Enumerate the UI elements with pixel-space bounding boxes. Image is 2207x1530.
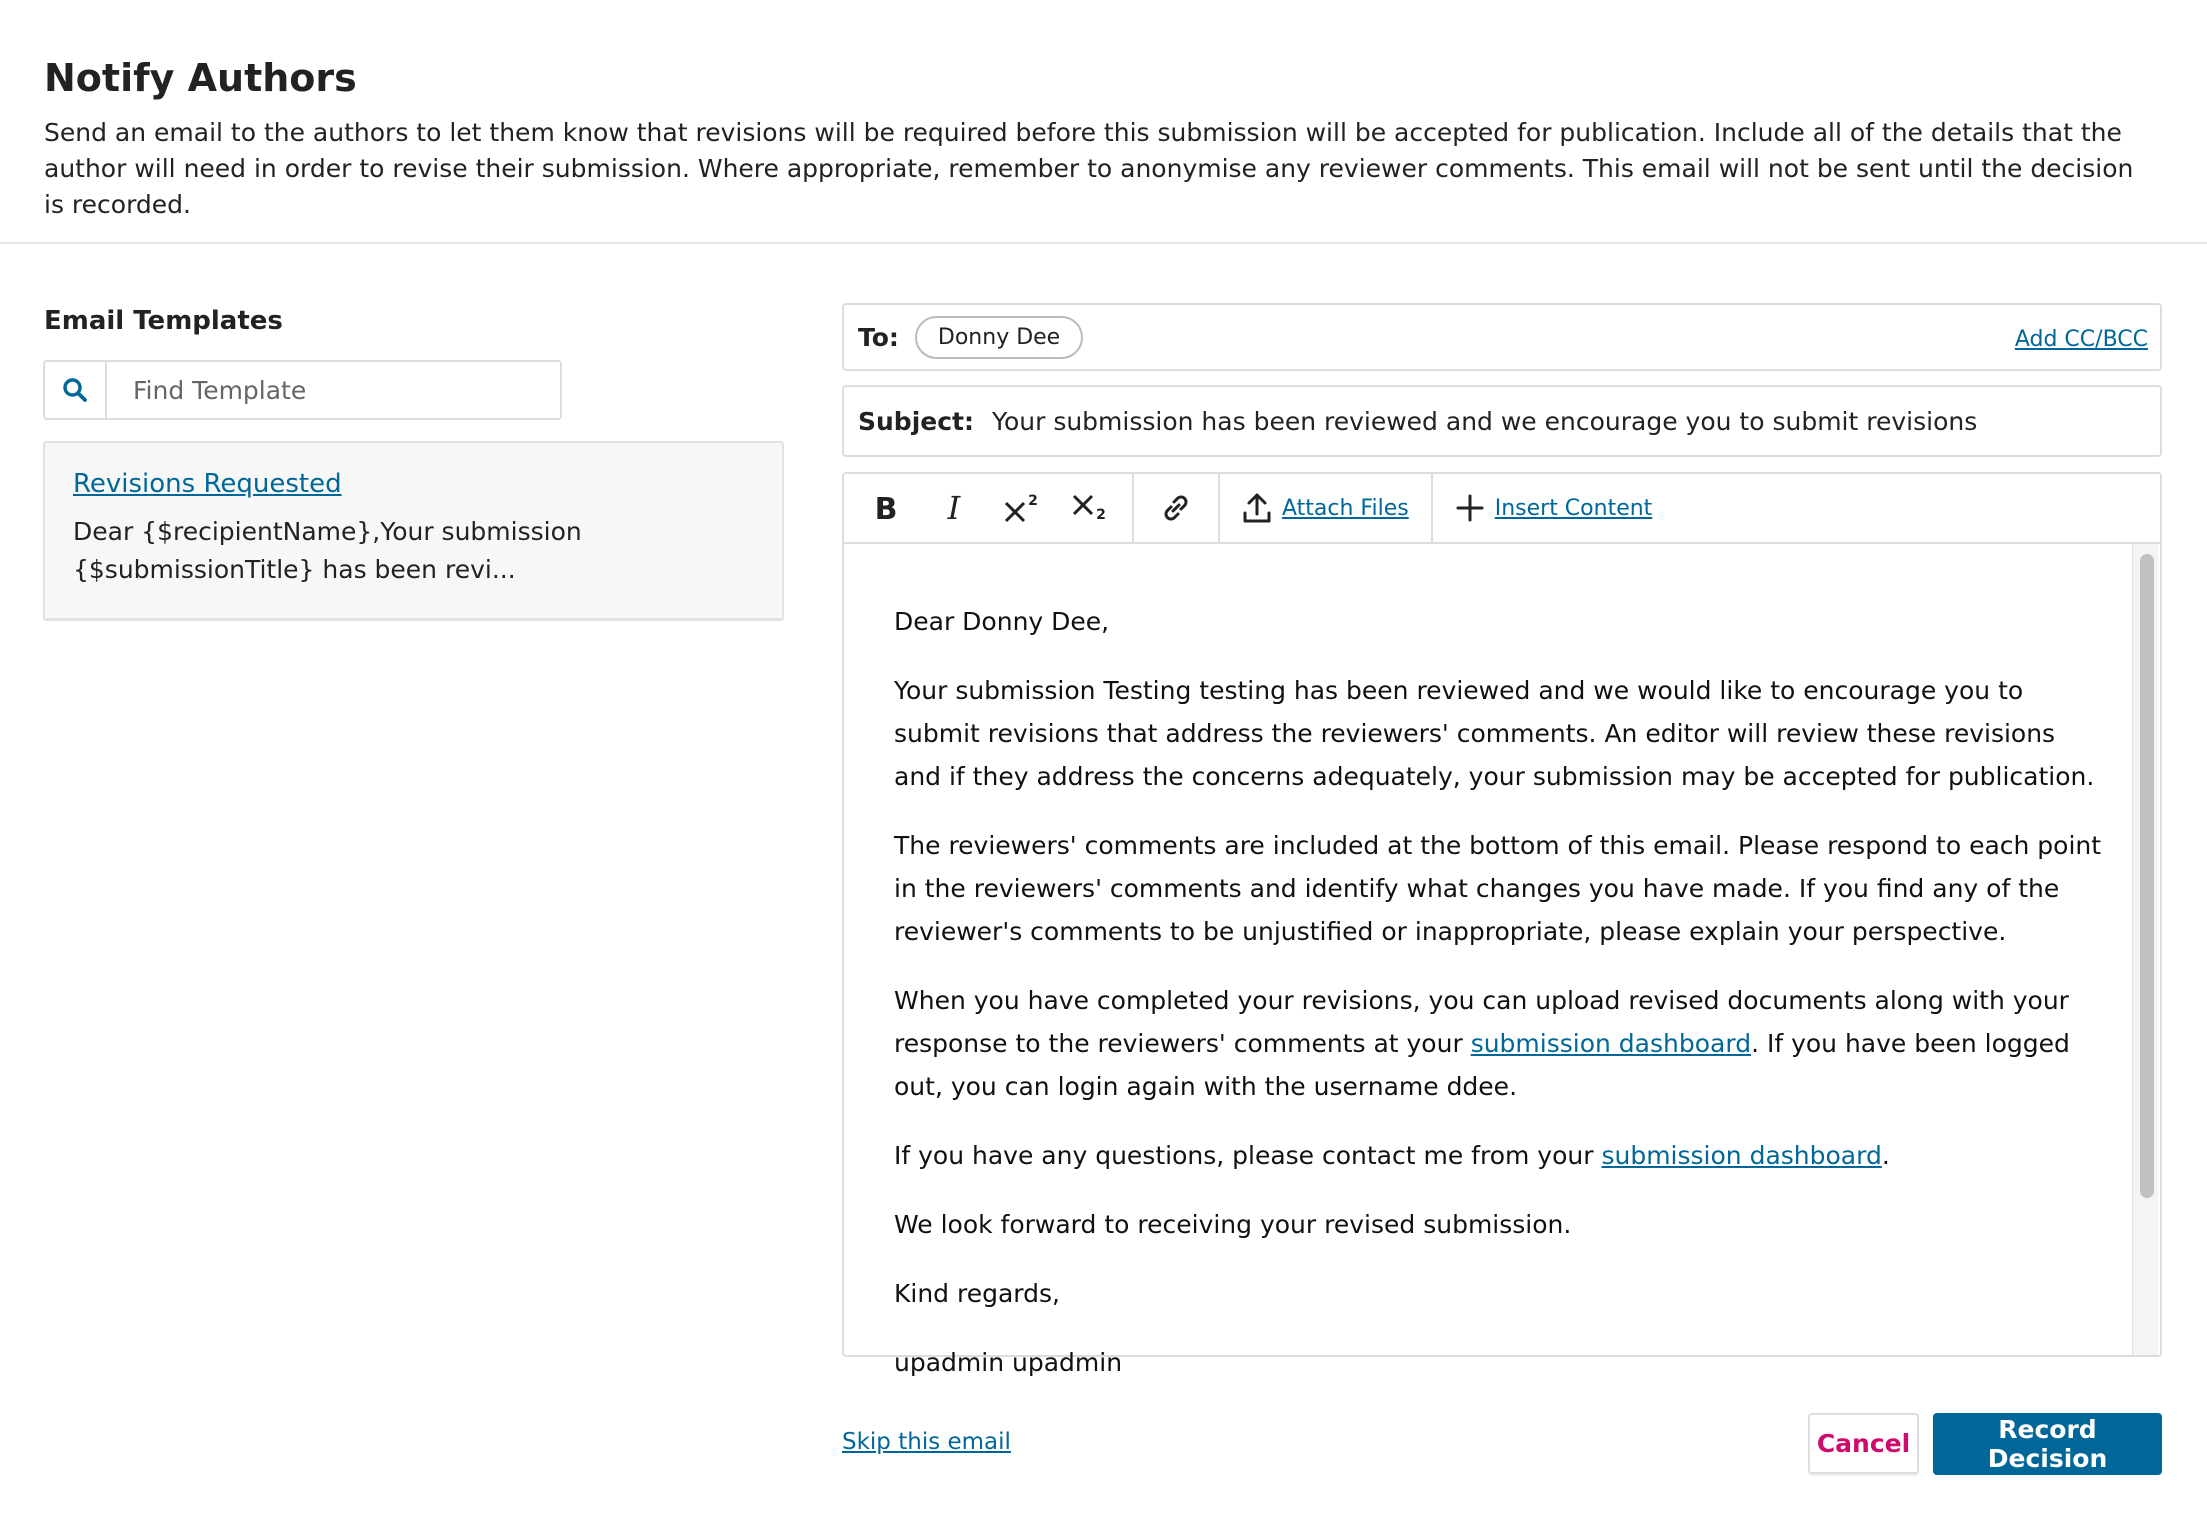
to-field [842,303,2162,371]
body-text: . [1881,1141,1890,1170]
svg-text:2: 2 [1096,507,1106,523]
recipient-chip[interactable]: Donny Dee [915,316,1083,359]
modal-header [0,0,2207,244]
insert-content-label: Insert Content [1494,495,1653,521]
format-group [844,474,1134,542]
body-paragraph [894,979,2104,1108]
editor-scrollbar[interactable] [2132,544,2158,1355]
body-paragraph [894,1134,2104,1177]
submission-dashboard-link[interactable]: submission dashboard [1470,1029,1752,1058]
svg-text:2: 2 [1028,493,1038,509]
email-templates-heading: Email Templates [44,306,283,336]
italic-icon[interactable] [920,474,988,542]
template-excerpt-line: Dear {$recipientName},Your submission [73,517,582,546]
email-body-editor [842,472,2162,1377]
link-icon[interactable] [1142,474,1210,542]
svg-text:I: I [947,489,961,527]
search-icon[interactable] [45,362,107,418]
to-label: To: [858,322,899,352]
body-paragraph: Dear Donny Dee, [894,607,1110,636]
signature: upadmin upadmin [894,1348,1123,1377]
editor-toolbar [844,474,2160,544]
scrollbar-thumb[interactable] [2140,554,2154,1198]
body-paragraph: Your submission Testing testing has been reviewed and we would like to encourage you to submit revisions that address the reviewers' comments. An editor will review these revisions and if they address the concerns adequately, your submission may be accepted for publication. [894,676,2095,791]
template-search [43,360,562,420]
template-excerpt-line: {$submissionTitle} has been revi... [73,555,516,584]
body-paragraph: The reviewers' comments are included at the bottom of this email. Please respond to each point in the reviewers' comments and identify what changes you have made. If you find any of the reviewer's comments to be unjustified or inappropriate, please explain your perspective. [894,831,2102,946]
superscript-icon[interactable] [988,474,1056,542]
email-body-content [894,600,2104,1410]
template-excerpt [73,513,754,589]
plus-icon [1455,493,1485,523]
insert-group [1433,474,1675,542]
upload-icon [1242,492,1272,524]
page-description: Send an email to the authors to let them know that revisions will be required before this submission will be accepted for publication. Include all of the details that the author will need in order to revise their submission. Where appropriate, remember to anonymise any reviewer comments. This email will not be sent until the decision is recorded. [44,118,2134,219]
subject-field[interactable] [842,385,2162,457]
template-card [43,441,784,621]
skip-email-link[interactable]: Skip this email [842,1429,1011,1455]
body-paragraph: We look forward to receiving your revised submission. [894,1210,1572,1239]
attach-files-label: Attach Files [1282,495,1409,521]
subject-input[interactable]: Your submission has been reviewed and we encourage you to submit revisions [992,406,1978,436]
attach-group [1220,474,1433,542]
body-text: When you have completed your revisions, you can upload revised documents along with your response to the reviewers' comments at your [894,986,2069,1058]
subject-label: Subject: [858,406,974,436]
record-decision-button[interactable]: Record Decision [1933,1413,2162,1475]
attach-files-button[interactable] [1228,474,1423,542]
body-text: If you have any questions, please contact me from your [894,1141,1602,1170]
subscript-icon[interactable] [1056,474,1124,542]
submission-dashboard-link[interactable]: submission dashboard [1601,1141,1882,1170]
body-paragraph: Kind regards, [894,1279,1060,1308]
bold-icon[interactable] [852,474,920,542]
insert-content-button[interactable] [1441,474,1667,542]
body-text: . If you have been logged out, you can login again with the username ddee. [894,1029,2070,1101]
template-link-revisions-requested[interactable]: Revisions Requested [73,469,342,499]
email-body-textarea[interactable] [844,544,2160,1377]
svg-text:B: B [874,492,898,527]
link-group [1134,474,1220,542]
add-cc-bcc-link[interactable]: Add CC/BCC [2014,327,2148,352]
cancel-button[interactable]: Cancel [1808,1413,1919,1474]
page-title: Notify Authors [44,56,357,100]
search-input[interactable] [107,362,560,418]
